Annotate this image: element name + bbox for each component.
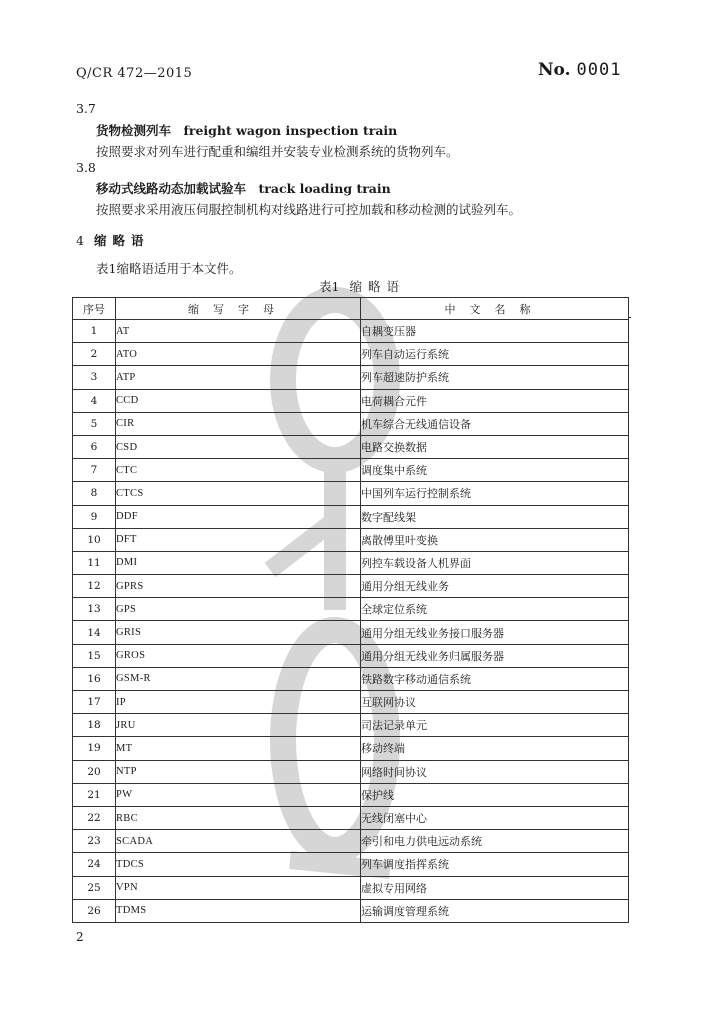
row-abbr: CTC xyxy=(116,459,361,482)
table-row xyxy=(73,644,629,667)
table-header-row xyxy=(73,298,629,320)
row-chinese-name: 全球定位系统 xyxy=(361,598,629,621)
row-chinese-name: 通用分组无线业务归属服务器 xyxy=(361,644,629,667)
row-chinese-name: 列车调度指挥系统 xyxy=(361,853,629,876)
row-abbr: CCD xyxy=(116,389,361,412)
row-seq: 16 xyxy=(73,667,116,690)
row-abbr: TDCS xyxy=(116,853,361,876)
row-chinese-name: 数字配线架 xyxy=(361,505,629,528)
row-chinese-name: 无线闭塞中心 xyxy=(361,806,629,829)
copy-number xyxy=(538,60,621,80)
copy-number-value: 0001 xyxy=(576,60,622,80)
section-number-3-7: 3.7 xyxy=(76,101,96,116)
row-seq: 10 xyxy=(73,528,116,551)
row-seq: 5 xyxy=(73,412,116,435)
row-seq: 4 xyxy=(73,389,116,412)
row-abbr: TDMS xyxy=(116,899,361,922)
header-chinese-name: 中文名称 xyxy=(361,298,629,320)
row-abbr: IP xyxy=(116,691,361,714)
row-chinese-name: 机车综合无线通信设备 xyxy=(361,412,629,435)
row-seq: 12 xyxy=(73,575,116,598)
row-seq: 20 xyxy=(73,760,116,783)
table-row xyxy=(73,412,629,435)
section-number-3-8: 3.8 xyxy=(76,160,96,175)
term-3-8: 移动式线路动态加载试验车 track loading train xyxy=(96,181,391,196)
row-abbr: ATO xyxy=(116,343,361,366)
row-chinese-name: 调度集中系统 xyxy=(361,459,629,482)
row-chinese-name: 移动终端 xyxy=(361,737,629,760)
table-body xyxy=(73,320,629,923)
row-chinese-name: 电荷耦合元件 xyxy=(361,389,629,412)
row-seq: 25 xyxy=(73,876,116,899)
row-abbr: GPS xyxy=(116,598,361,621)
table-row xyxy=(73,899,629,922)
table-row xyxy=(73,598,629,621)
row-abbr: CIR xyxy=(116,412,361,435)
row-chinese-name: 铁路数字移动通信系统 xyxy=(361,667,629,690)
table-row xyxy=(73,783,629,806)
row-abbr: MT xyxy=(116,737,361,760)
row-abbr: RBC xyxy=(116,806,361,829)
section-4-heading xyxy=(76,231,149,249)
row-chinese-name: 保护线 xyxy=(361,783,629,806)
table-caption xyxy=(0,277,724,295)
table-row xyxy=(73,366,629,389)
row-abbr: NTP xyxy=(116,760,361,783)
row-chinese-name: 互联网协议 xyxy=(361,691,629,714)
section-4-number: 4 xyxy=(76,233,84,248)
definition-3-8: 按照要求采用液压伺服控制机构对线路进行可控加载和移动检测的试验列车。 xyxy=(96,202,522,217)
row-seq: 8 xyxy=(73,482,116,505)
table-row xyxy=(73,853,629,876)
row-seq: 7 xyxy=(73,459,116,482)
row-chinese-name: 通用分组无线业务接口服务器 xyxy=(361,621,629,644)
row-abbr: GROS xyxy=(116,644,361,667)
table-edge-mark xyxy=(629,317,631,318)
table-row xyxy=(73,667,629,690)
row-abbr: GRIS xyxy=(116,621,361,644)
row-abbr: GPRS xyxy=(116,575,361,598)
abbreviation-table xyxy=(72,297,629,923)
row-abbr: AT xyxy=(116,320,361,343)
row-seq: 13 xyxy=(73,598,116,621)
row-chinese-name: 网络时间协议 xyxy=(361,760,629,783)
row-seq: 19 xyxy=(73,737,116,760)
section-4-intro: 表1缩略语适用于本文件。 xyxy=(96,261,242,276)
page-number: 2 xyxy=(76,930,84,944)
row-seq: 1 xyxy=(73,320,116,343)
row-seq: 26 xyxy=(73,899,116,922)
definition-3-7: 按照要求对列车进行配重和编组并安装专业检测系统的货物列车。 xyxy=(96,144,459,159)
row-chinese-name: 电路交换数据 xyxy=(361,435,629,458)
row-abbr: ATP xyxy=(116,366,361,389)
table-row xyxy=(73,320,629,343)
row-seq: 3 xyxy=(73,366,116,389)
row-chinese-name: 虚拟专用网络 xyxy=(361,876,629,899)
table-row xyxy=(73,830,629,853)
table-row xyxy=(73,876,629,899)
row-abbr: CSD xyxy=(116,435,361,458)
row-chinese-name: 列车自动运行系统 xyxy=(361,343,629,366)
header-seq: 序号 xyxy=(73,298,116,320)
row-abbr: GSM-R xyxy=(116,667,361,690)
table-row xyxy=(73,528,629,551)
row-abbr: CTCS xyxy=(116,482,361,505)
row-abbr: SCADA xyxy=(116,830,361,853)
table-row xyxy=(73,482,629,505)
row-chinese-name: 离散傅里叶变换 xyxy=(361,528,629,551)
row-abbr: DDF xyxy=(116,505,361,528)
row-seq: 18 xyxy=(73,714,116,737)
copy-number-label: No. xyxy=(538,60,571,80)
table-caption-label: 表1 xyxy=(319,279,340,294)
table-row xyxy=(73,737,629,760)
row-abbr: DMI xyxy=(116,551,361,574)
table-caption-title: 缩略语 xyxy=(349,279,405,294)
row-seq: 23 xyxy=(73,830,116,853)
row-chinese-name: 中国列车运行控制系统 xyxy=(361,482,629,505)
table-row xyxy=(73,806,629,829)
table-row xyxy=(73,389,629,412)
row-abbr: JRU xyxy=(116,714,361,737)
row-chinese-name: 列控车载设备人机界面 xyxy=(361,551,629,574)
row-abbr: DFT xyxy=(116,528,361,551)
row-chinese-name: 司法记录单元 xyxy=(361,714,629,737)
row-chinese-name: 列车超速防护系统 xyxy=(361,366,629,389)
table-row xyxy=(73,459,629,482)
table-row xyxy=(73,505,629,528)
table-row xyxy=(73,575,629,598)
row-seq: 11 xyxy=(73,551,116,574)
table-row xyxy=(73,621,629,644)
row-chinese-name: 自耦变压器 xyxy=(361,320,629,343)
row-seq: 22 xyxy=(73,806,116,829)
document-code: Q/CR 472—2015 xyxy=(76,66,193,81)
header-abbr: 缩写字母 xyxy=(116,298,361,320)
table-row xyxy=(73,760,629,783)
row-seq: 21 xyxy=(73,783,116,806)
row-abbr: VPN xyxy=(116,876,361,899)
row-chinese-name: 通用分组无线业务 xyxy=(361,575,629,598)
row-seq: 17 xyxy=(73,691,116,714)
row-seq: 15 xyxy=(73,644,116,667)
row-seq: 6 xyxy=(73,435,116,458)
term-3-7: 货物检测列车 freight wagon inspection train xyxy=(96,123,398,138)
row-seq: 14 xyxy=(73,621,116,644)
table-row xyxy=(73,435,629,458)
table-row xyxy=(73,551,629,574)
row-chinese-name: 牵引和电力供电远动系统 xyxy=(361,830,629,853)
row-seq: 9 xyxy=(73,505,116,528)
table-row xyxy=(73,343,629,366)
table-row xyxy=(73,691,629,714)
table-row xyxy=(73,714,629,737)
row-seq: 24 xyxy=(73,853,116,876)
row-seq: 2 xyxy=(73,343,116,366)
row-chinese-name: 运输调度管理系统 xyxy=(361,899,629,922)
section-4-title: 缩略语 xyxy=(93,233,150,248)
row-abbr: PW xyxy=(116,783,361,806)
